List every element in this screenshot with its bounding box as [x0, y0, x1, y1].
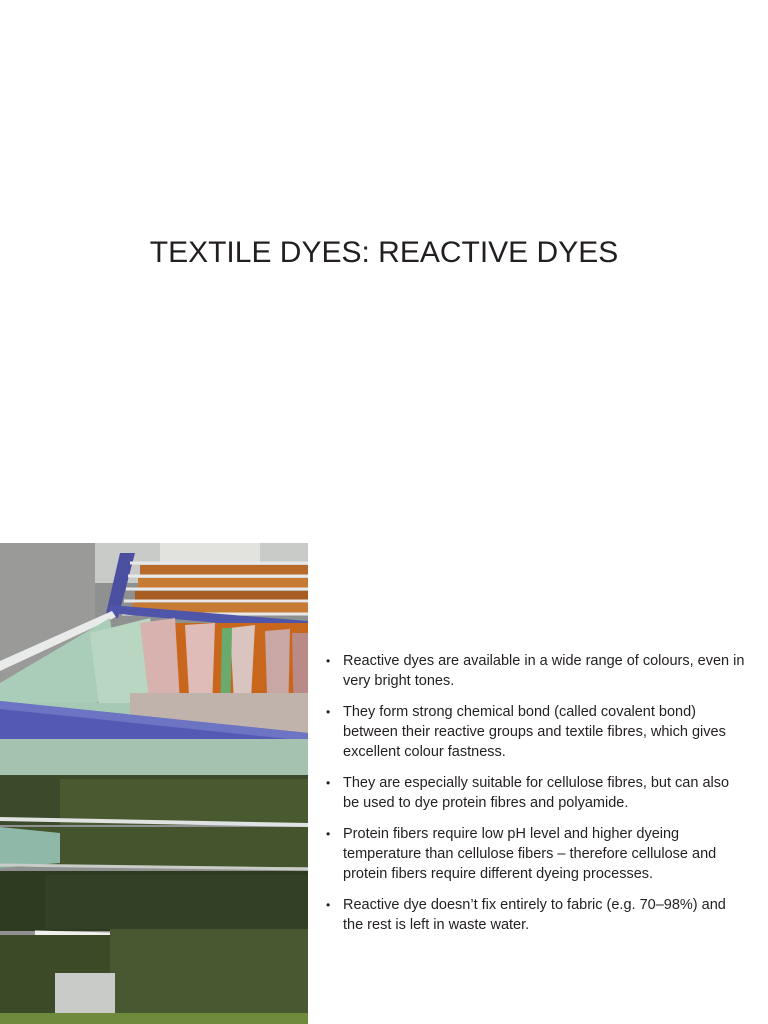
bullet-marker: • — [326, 827, 331, 841]
drying-rack-photo — [0, 543, 308, 1024]
bullet-marker: • — [326, 776, 331, 790]
bullet-marker: • — [326, 705, 331, 719]
bullet-item — [326, 651, 746, 691]
bullet-text: They form strong chemical bond (called covalent bond) between their reactive groups and textile fibres, which gives excellent colour fastness. — [343, 704, 726, 760]
bullet-marker: • — [326, 654, 331, 668]
bullet-list — [326, 651, 746, 946]
bullet-marker: • — [326, 898, 331, 912]
bullet-text: Reactive dye doesn’t fix entirely to fabric (e.g. 70–98%) and the rest is left in waste water. — [343, 897, 726, 933]
bullet-item — [326, 824, 746, 884]
bullet-item — [326, 773, 746, 813]
bullet-text: They are especially suitable for cellulose fibres, but can also be used to dye protein fibres and polyamide. — [343, 775, 730, 811]
bullet-item — [326, 702, 746, 762]
bullet-item — [326, 895, 746, 935]
slide-title: TEXTILE DYES: REACTIVE DYES — [149, 236, 619, 269]
bullet-text: Reactive dyes are available in a wide range of colours, even in very bright tones. — [343, 653, 745, 689]
bullet-text: Protein fibers require low pH level and higher dyeing temperature than cellulose fibers – therefore cellulose and protein fibers require different dyeing processes. — [343, 826, 717, 882]
